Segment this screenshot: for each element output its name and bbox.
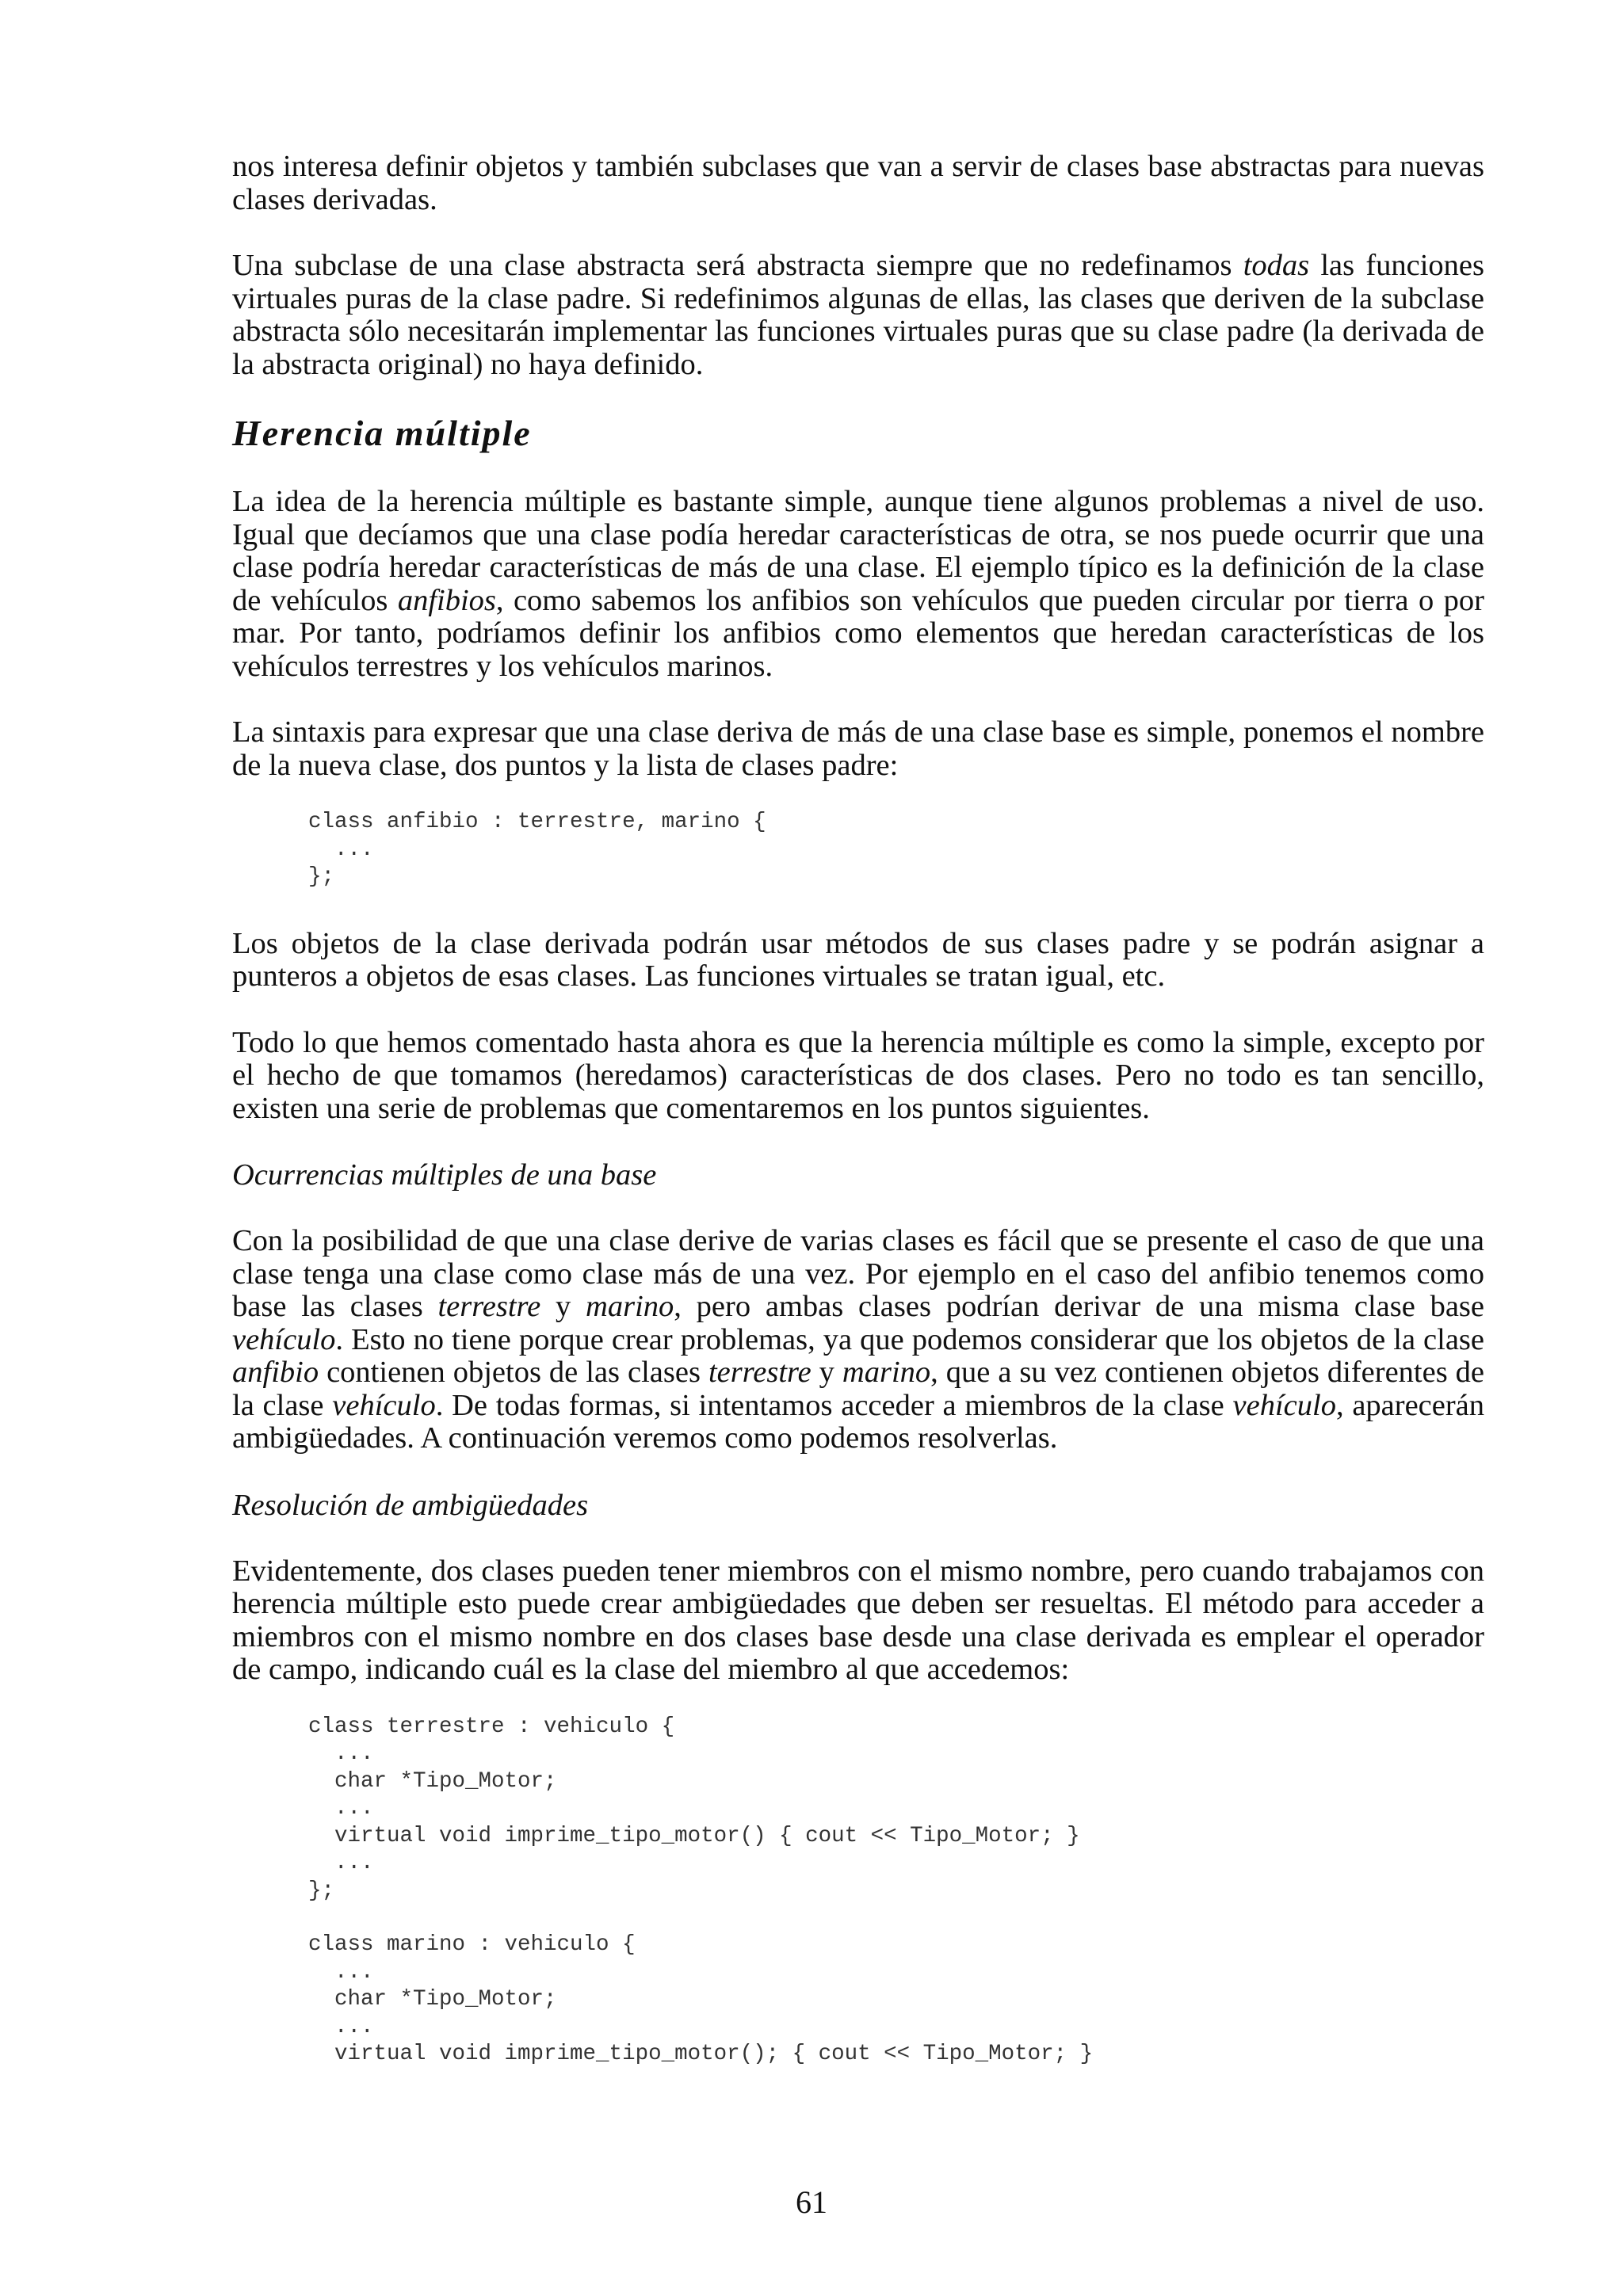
code-block-anfibio: [308, 809, 1484, 891]
paragraph-subclase-abstracta: [232, 250, 1484, 381]
code-line: ...: [308, 1741, 374, 1766]
page-number: 61: [796, 2184, 827, 2220]
emphasis-anfibio: anfibio: [232, 1356, 319, 1389]
paragraph-objetos-derivada: Los objetos de la clase derivada podrán usar métodos de sus clases padre y se podrán asignar a punteros a objetos de esas clases. Las funciones virtuales se tratan igual, etc.: [232, 926, 1484, 993]
code-line: class marino : vehiculo {: [308, 1932, 636, 1957]
paragraph-text: La idea de la herencia múltiple es bastante simple, aunque tiene algunos problemas a nivel de uso. Igual que decíamos que una clase podía heredar características de otra, se nos puede ocurrir que una clase podría heredar características de más de una clase. El ejemplo típico es la definición de la clase de vehículos: [232, 485, 1484, 617]
emphasis-vehiculo: vehículo: [232, 1322, 336, 1356]
code-line: class anfibio : terrestre, marino {: [308, 810, 766, 834]
code-line: ...: [308, 1796, 374, 1821]
code-line: virtual void imprime_tipo_motor(); { cout << Tipo_Motor; }: [308, 2042, 1094, 2066]
paragraph-text: y: [811, 1356, 842, 1389]
code-block-marino: [308, 1932, 1484, 2069]
subsection-title-resolucion: Resolución de ambigüedades: [232, 1488, 589, 1522]
paragraph-herencia-idea: [232, 486, 1484, 683]
paragraph-text: , pero ambas clases podrían derivar de una misma clase base: [674, 1290, 1485, 1323]
code-line: ...: [308, 1851, 374, 1875]
subsection-title-ocurrencias: Ocurrencias múltiples de una base: [232, 1158, 657, 1192]
code-line: class terrestre : vehiculo {: [308, 1714, 675, 1739]
paragraph-text: Una subclase de una clase abstracta será abstracta siempre que no redefinamos: [232, 249, 1243, 282]
code-line: };: [308, 1878, 335, 1903]
document-page: [232, 151, 1484, 2069]
code-line: ...: [308, 1959, 374, 1985]
emphasis-terrestre: terrestre: [437, 1290, 541, 1323]
code-line: };: [308, 864, 335, 889]
emphasis-marino: marino: [586, 1290, 674, 1323]
paragraph-text: las funciones virtuales puras de la clase padre. Si redefinimos algunas de ellas, las clases que deriven de la subclase abstracta sólo necesitarán implementar las funciones virtuales puras que su clase padre (la derivada de la abstracta original) no haya definido.: [232, 249, 1484, 381]
code-line: ...: [308, 2014, 374, 2039]
emphasis-vehiculo: vehículo: [332, 1388, 436, 1422]
emphasis-todas: todas: [1243, 249, 1310, 282]
paragraph-text: . De todas formas, si intentamos acceder a miembros de la clase: [435, 1388, 1233, 1422]
paragraph-resolucion: Evidentemente, dos clases pueden tener miembros con el mismo nombre, pero cuando trabajamos con herencia múltiple esto puede crear ambigüedades que deben ser resueltas. El método para acceder a miembros con el mismo nombre en dos clases base desde una clase derivada es emplear el operador de campo, indicando cuál es la clase del miembro al que accedemos:: [232, 1554, 1484, 1686]
emphasis-terrestre: terrestre: [708, 1356, 812, 1389]
paragraph-text: Con la posibilidad de que una clase derive de varias clases es fácil que se presente el caso de que una clase tenga una clase como clase más de una vez. Por ejemplo en el caso del anfibio tenemos como base las clases: [232, 1224, 1484, 1323]
paragraph-text: , aparecerán ambigüedades. A continuación veremos como podemos resolverlas.: [232, 1388, 1485, 1455]
code-block-terrestre: [308, 1714, 1484, 1905]
paragraph-text: y: [540, 1290, 586, 1323]
paragraph-text: . Esto no tiene porque crear problemas, ya que podemos considerar que los objetos de la clase: [335, 1322, 1484, 1356]
paragraph-intro: nos interesa definir objetos y también subclases que van a servir de clases base abstractas para nuevas clases derivadas.: [232, 150, 1484, 216]
paragraph-todo-lo-que: Todo lo que hemos comentado hasta ahora es que la herencia múltiple es como la simple, excepto por el hecho de que tomamos (heredamos) características de dos clases. Pero no todo es tan sencillo, existen una serie de problemas que comentaremos en los puntos siguientes.: [232, 1025, 1484, 1125]
section-title-herencia-multiple: Herencia múltiple: [232, 413, 532, 453]
code-line: virtual void imprime_tipo_motor() { cout << Tipo_Motor; }: [308, 1823, 1080, 1848]
emphasis-vehiculo: vehículo: [1232, 1388, 1336, 1422]
code-line: char *Tipo_Motor;: [308, 1987, 557, 2012]
paragraph-text: , que a su vez contienen objetos diferentes de la clase: [232, 1356, 1485, 1422]
paragraph-text: , como sabemos los anfibios son vehículos que pueden circular por tierra o por mar. Por tanto, podríamos definir los anfibios como elementos que heredan características de los vehículos terrestres y los vehículos marinos.: [232, 583, 1484, 683]
paragraph-text: contienen objetos de las clases: [319, 1356, 708, 1389]
paragraph-ocurrencias: [232, 1225, 1484, 1455]
emphasis-anfibios: anfibios: [397, 583, 496, 617]
code-line: ...: [308, 837, 374, 862]
code-line: char *Tipo_Motor;: [308, 1768, 557, 1794]
paragraph-sintaxis: La sintaxis para expresar que una clase deriva de más de una clase base es simple, ponemos el nombre de la nueva clase, dos puntos y la lista de clases padre:: [232, 715, 1484, 782]
emphasis-marino: marino: [842, 1356, 931, 1389]
